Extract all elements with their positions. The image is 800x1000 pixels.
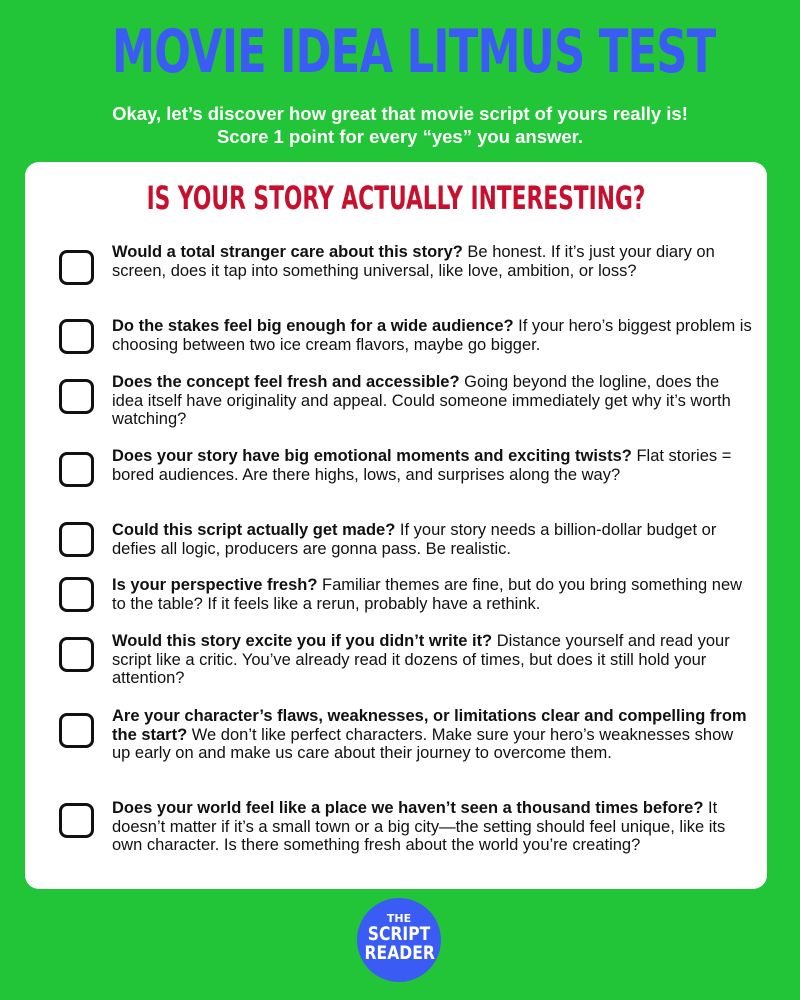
checklist-item-text [112, 447, 752, 484]
question-detail: Familiar themes are fine, but do you bring something new to the table? If it feels like a rerun, probably have a rethink. [112, 576, 743, 613]
checklist-item-text [112, 317, 752, 354]
checklist-card [25, 162, 767, 889]
checklist-item-text [112, 243, 752, 280]
checkbox[interactable] [59, 522, 94, 557]
checkbox[interactable] [59, 250, 94, 285]
question-detail: Be honest. If it’s just your diary on screen, does it tap into something universal, like love, ambition, or loss? [112, 243, 715, 280]
checkbox[interactable] [59, 319, 94, 354]
question-text: Would this story excite you if you didn’t write it? [112, 632, 493, 650]
checkbox[interactable] [59, 577, 94, 612]
question-detail: If your story needs a billion-dollar budget or defies all logic, producers are gonna pass. Be realistic. [112, 521, 717, 558]
checklist-item-text [112, 632, 752, 688]
page-title: MOVIE IDEA LITMUS TEST [112, 17, 716, 87]
question-text: Does your story have big emotional moments and exciting twists? [112, 447, 632, 465]
checklist-item-text [112, 576, 752, 613]
checklist-item-text [112, 373, 752, 429]
question-detail: It doesn’t matter if it’s a small town or a big city—the setting should feel unique, like its own character. Is there something fresh about the world you’re creating? [112, 799, 726, 854]
checkbox[interactable] [59, 713, 94, 748]
question-text: Could this script actually get made? [112, 521, 396, 539]
script-reader-logo [357, 898, 441, 982]
question-text: Are your character’s flaws, weaknesses, or limitations clear and compelling from the start? [112, 707, 747, 744]
checkbox[interactable] [59, 452, 94, 487]
intro-line-1: Okay, let’s discover how great that movie script of yours really is! [112, 103, 688, 124]
question-text: Do the stakes feel big enough for a wide audience? [112, 317, 514, 335]
question-detail: We don’t like perfect characters. Make sure your hero’s weaknesses show up early on and make us care about their journey to overcome them. [112, 725, 734, 762]
question-detail: Flat stories = bored audiences. Are there highs, lows, and surprises along the way? [112, 447, 732, 484]
question-detail: Distance yourself and read your script like a critic. You’ve already read it dozens of times, but does it still hold your attention? [112, 632, 730, 687]
logo-line-reader: READER [364, 942, 435, 964]
logo-line-script: SCRIPT [367, 923, 431, 945]
question-detail: If your hero’s biggest problem is choosing between two ice cream flavors, maybe go bigger. [112, 317, 752, 354]
checkbox[interactable] [59, 803, 94, 838]
checklist-item-text [112, 799, 752, 855]
question-text: Does the concept feel fresh and accessible? [112, 373, 460, 391]
checkbox[interactable] [59, 379, 94, 414]
question-text: Does your world feel like a place we haven’t seen a thousand times before? [112, 799, 704, 817]
checklist-item-text [112, 521, 752, 558]
question-text: Would a total stranger care about this story? [112, 243, 463, 261]
checklist-item-text [112, 707, 752, 763]
question-text: Is your perspective fresh? [112, 576, 318, 594]
checklist-heading: IS YOUR STORY ACTUALLY INTERESTING? [146, 179, 646, 217]
intro-line-2: Score 1 point for every “yes” you answer. [216, 126, 584, 147]
checkbox[interactable] [59, 637, 94, 672]
question-detail: Going beyond the logline, does the idea itself have originality and appeal. Could someone immediately get why it’s worth watching? [112, 373, 731, 428]
logo-line-the: THE [386, 912, 412, 925]
